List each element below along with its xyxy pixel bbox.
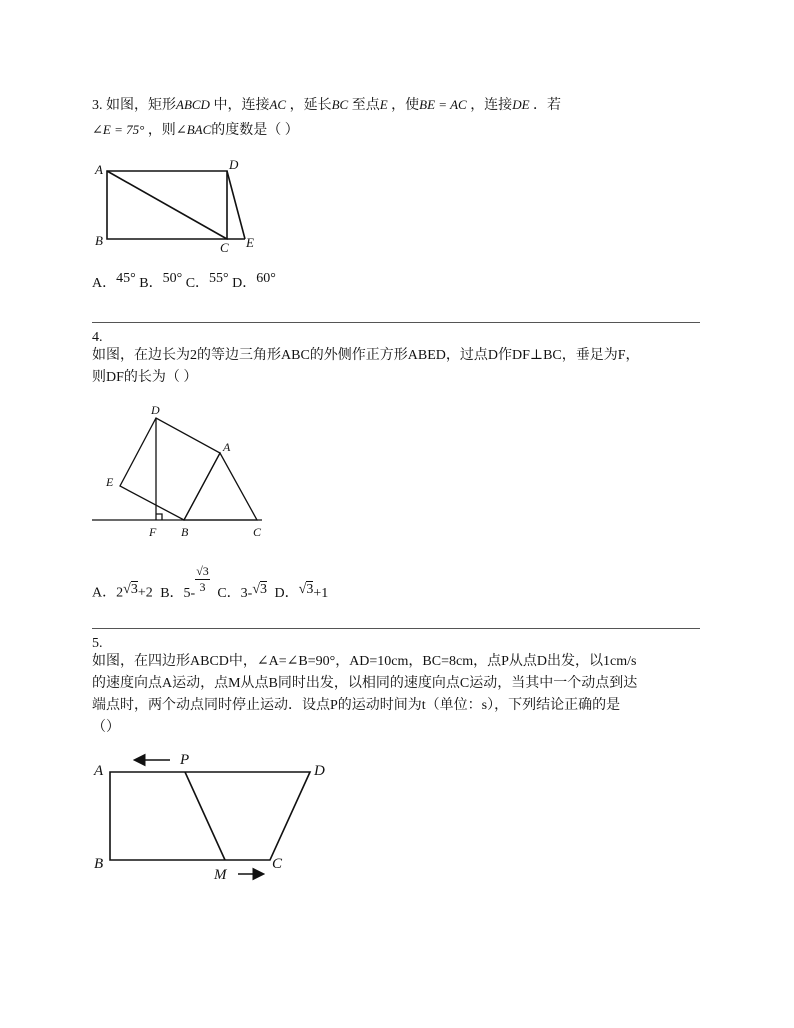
q4-option-a-tail: +2 [137,585,153,601]
q5-line2: 的速度向点A运动，点M从点B同时出发，以相同的速度向点C运动，当其中一个动点到达 [92,676,638,691]
q3-option-c[interactable] [186,271,229,291]
q4-option-b-numerator: √3 [196,564,209,578]
q5-figure [92,750,342,882]
q5-line3: 端点时，两个动点同时停止运动．设点P的运动时间为t（单位：s），下列结论正确的是 [92,698,621,713]
q3-math-e: E [379,97,388,112]
q3-options [92,272,276,292]
q3-diagonal-ac [107,171,227,239]
q3-option-c-label: C． [185,276,210,291]
q3-figure [92,155,272,255]
q5-number: 5. [92,636,103,651]
q3-math-angle-e: ∠E = 75° [92,122,145,137]
q5-quadrilateral-abcd [110,772,310,860]
q4-option-b[interactable] [160,564,210,601]
q3-label-c: C [220,240,229,255]
q3-text-3: ，延长 [289,98,332,113]
q3-number: 3. [92,98,103,113]
q5-label-c: C [272,856,283,872]
q4-right-angle-mark [156,514,162,520]
q5-segment-pm [185,772,225,860]
q3-label-d: D [229,157,239,172]
q3-label-a: A [95,162,103,177]
q4-square-abed [120,418,220,520]
q3-label-e: E [246,235,254,250]
q4-option-d-tail: +1 [313,585,329,601]
q3-text-9: 的度数是（ ） [211,123,299,138]
q5-label-p: P [180,752,190,768]
q4-label-c: C [253,525,262,539]
q3-option-a-value: 45° [116,271,136,286]
q4-option-d-label: D． [274,585,299,601]
q3-math-de: DE [512,97,530,112]
q3-text-1: 如图，矩形 [106,98,176,113]
q3-text-2: 中，连接 [213,98,270,113]
q3-option-d-label: D． [232,276,257,291]
q5-line4: （） [92,720,120,735]
q4-option-a-radicand: 3 [130,581,138,597]
q5-label-a: A [94,763,104,779]
q3-math-ac: AC [269,97,287,112]
q4-label-e: E [106,475,114,489]
q4-line2: 则DF的长为（ ） [92,370,198,385]
q3-option-d-value: 60° [256,271,276,286]
q4-options [92,564,329,609]
q3-option-b[interactable] [139,271,182,291]
q4-triangle-abc [184,453,257,520]
q4-option-b-denominator: 3 [199,580,206,594]
divider-1 [92,322,700,323]
q4-option-a[interactable]: A．2√3+2 [92,581,153,601]
q3-line2 [92,120,299,141]
q4-label-d: D [151,403,160,417]
q3-option-a[interactable] [92,271,136,291]
q3-text-5: ，使 [391,98,420,113]
q4-option-c-label: C．3- [217,585,253,601]
q5-label-m: M [214,867,227,883]
q3-text-8: ，则 [147,123,176,138]
q4-option-c-radicand: 3 [260,581,267,597]
q4-figure [92,400,282,542]
q5-label-b: B [94,856,104,872]
q3-text-4: 至点 [351,98,380,113]
q4-option-d-radicand: 3 [306,581,314,597]
q4-option-b-label: B．5- [160,585,196,601]
q3-text-7: ．若 [533,98,562,113]
q5-line1: 如图，在四边形ABCD中，∠A=∠B=90°，AD=10cm，BC=8cm，点P从点D出发，以1cm/s [92,654,637,669]
q4-option-c[interactable]: C．3-√3 [217,581,267,601]
q4-number: 4. [92,330,103,345]
q3-option-a-label: A． [92,276,117,291]
q3-option-c-value: 55° [209,271,229,286]
q3-math-bc: BC [331,97,349,112]
q3-line1 [92,95,561,116]
q5-label-d: D [314,763,325,779]
q4-line1: 如图，在边长为2的等边三角形ABC的外侧作正方形ABED，过点D作DF⊥BC，垂足为F， [92,348,640,363]
q3-text-6: ，连接 [470,98,513,113]
q4-option-a-label: A．2 [92,585,124,601]
q4-label-a: A [223,440,231,454]
q3-option-d[interactable] [232,271,276,291]
q4-label-b: B [181,525,189,539]
q3-math-be-ac: BE = AC [419,97,467,112]
q4-label-f: F [149,525,157,539]
q3-option-b-value: 50° [162,271,183,286]
q3-label-b: B [95,233,103,248]
divider-2 [92,628,700,629]
q3-option-b-label: B． [139,276,163,291]
q4-option-b-fraction [195,564,210,595]
q4-option-d[interactable]: D．√3+1 [274,581,329,601]
q3-math-angle-bac: ∠BAC [175,122,212,137]
q3-segment-de [227,171,245,239]
q3-math-abcd: ABCD [176,97,210,112]
